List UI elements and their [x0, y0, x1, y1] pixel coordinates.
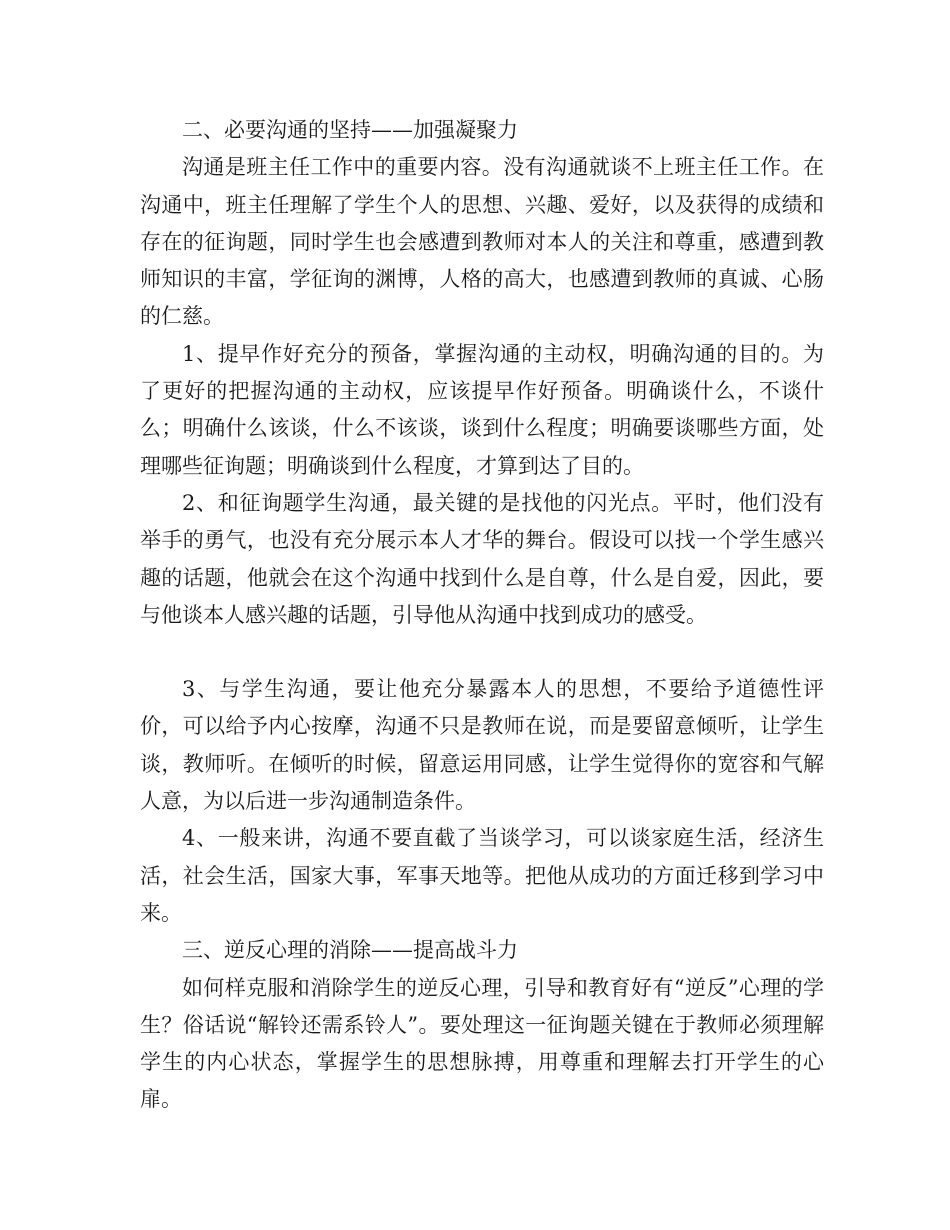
paragraph-point-4: 4、一般来讲，沟通不要直截了当谈学习，可以谈家庭生活，经济生活，社会生活，国家大事，军事天地等。把他从成功的方面迁移到学习中来。 — [140, 826, 824, 925]
document-body — [140, 112, 824, 1119]
section-heading-rebellion: 三、逆反心理的消除——提高战斗力 — [182, 938, 518, 963]
paragraph-communication-intro: 沟通是班主任工作中的重要内容。没有沟通就谈不上班主任工作。在沟通中，班主任理解了学生个人的思想、兴趣、爱好，以及获得的成绩和存在的征询题，同时学生也会感遭到教师对本人的关注和尊重，感遭到教师知识的丰富，学征询的渊博，人格的高大，也感遭到教师的真诚、心肠的仁慈。 — [140, 155, 824, 329]
paragraph-rebellion-intro: 如何样克服和消除学生的逆反心理，引导和教育好有“逆反”心理的学生？俗话说“解铃还需系铃人”。要处理这一征询题关键在于教师必须理解学生的内心状态，掌握学生的思想脉搏，用尊重和理解去打开学生的心扉。 — [140, 975, 824, 1112]
section-heading-communication: 二、必要沟通的坚持——加强凝聚力 — [182, 118, 518, 142]
paragraph-point-2: 2、和征询题学生沟通，最关键的是找他的闪光点。平时，他们没有举手的勇气，也没有充分展示本人才华的舞台。假设可以找一个学生感兴趣的话题，他就会在这个沟通中找到什么是自尊，什么是自爱，因此，要与他谈本人感兴趣的话题，引导他从沟通中找到成功的感受。 — [140, 490, 824, 627]
paragraph-point-3: 3、与学生沟通，要让他充分暴露本人的思想，不要给予道德性评价，可以给予内心按摩，沟通不只是教师在说，而是要留意倾听，让学生谈，教师听。在倾听的时候，留意运用同感，让学生觉得你的宽容和气解人意，为以后进一步沟通制造条件。 — [140, 677, 824, 814]
paragraph-point-1: 1、提早作好充分的预备，掌握沟通的主动权，明确沟通的目的。为了更好的把握沟通的主动权，应该提早作好预备。明确谈什么，不谈什么；明确什么该谈，什么不该谈，谈到什么程度；明确要谈哪些方面，处理哪些征询题；明确谈到什么程度，才算到达了目的。 — [140, 341, 824, 478]
